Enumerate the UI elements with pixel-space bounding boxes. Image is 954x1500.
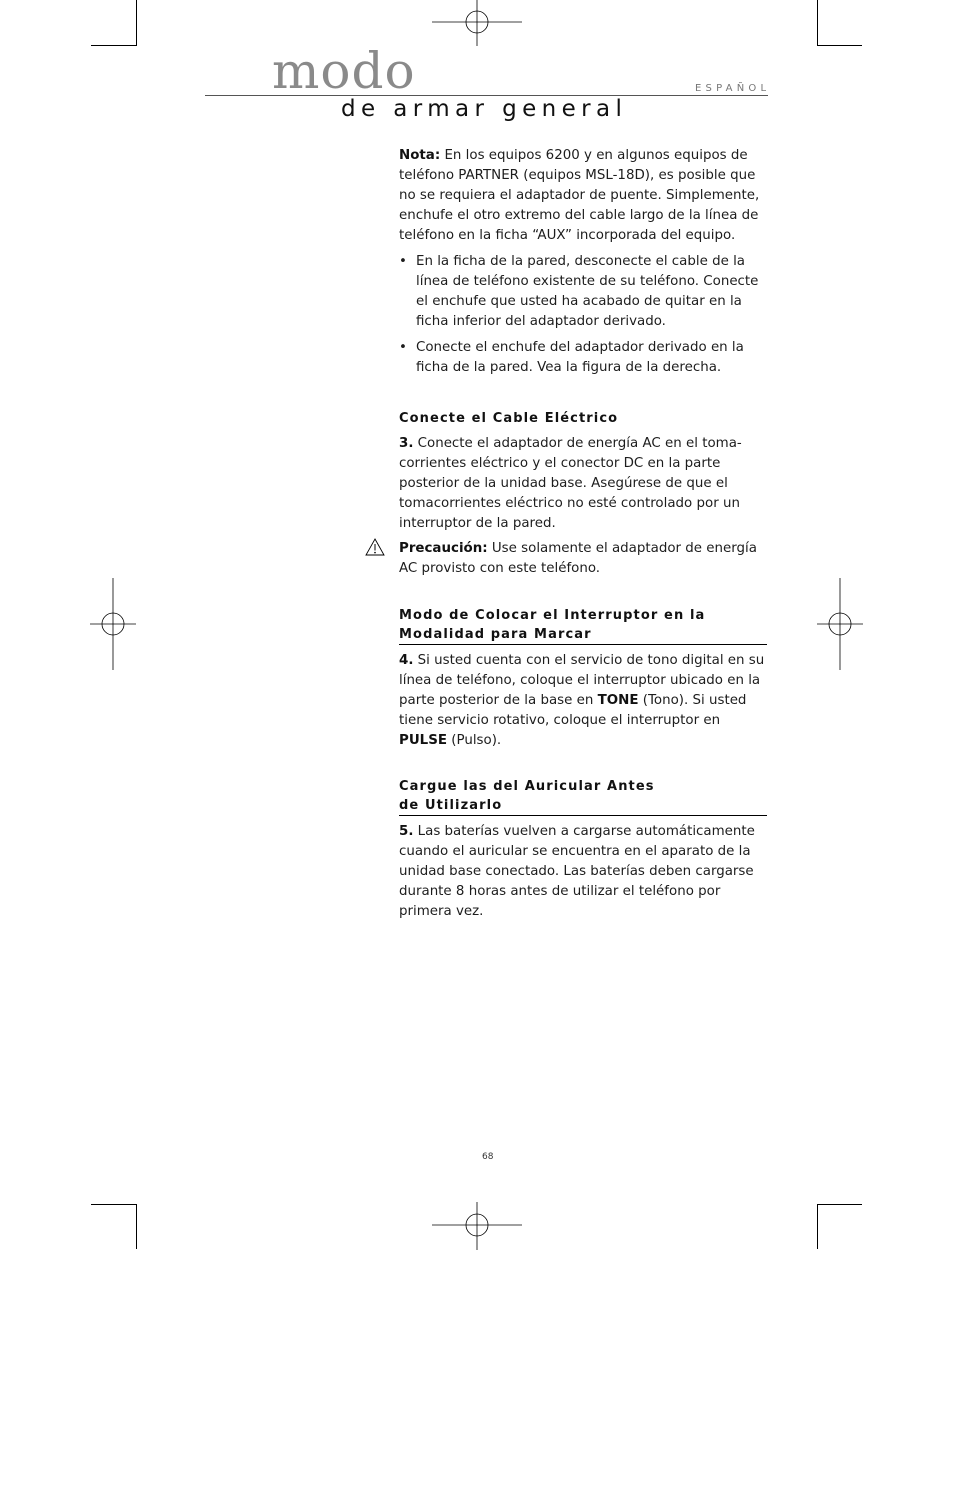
- list-item: • En la ficha de la pared, desconecte el cable de la línea de teléfono existente de su teléfono. Conecte el enchufe que usted ha acabado de quitar en la ficha inferior del adaptador derivado.: [399, 252, 769, 332]
- section-heading-line: Modalidad para Marcar: [399, 627, 592, 642]
- step-text: Si usted cuenta con el servicio de tono digital en su línea de teléfono, coloque el interruptor ubicado en la parte posterior de la base en: [399, 653, 765, 708]
- step-4-paragraph: [399, 651, 769, 751]
- step-text: (Tono). Si usted tiene servicio rotativo, coloque el interruptor en: [399, 693, 747, 728]
- list-item: • Conecte el enchufe del adaptador derivado en la ficha de la pared. Vea la figura de la derecha.: [399, 338, 769, 378]
- tone-label: TONE: [597, 693, 639, 708]
- step-number: 3.: [399, 436, 414, 451]
- section-heading-line: Cargue las del Auricular Antes: [399, 779, 655, 794]
- page-title-main: modo: [272, 42, 416, 100]
- section-heading-line: Modo de Colocar el Interruptor en la: [399, 608, 706, 623]
- bullet-list: [399, 252, 769, 378]
- registration-mark-right-icon: [817, 578, 865, 670]
- content-column: [399, 146, 769, 922]
- section-heading-switch: [399, 606, 767, 645]
- step-3-paragraph: [399, 434, 769, 534]
- step-5-paragraph: [399, 822, 769, 922]
- caution-paragraph: [399, 539, 769, 579]
- step-text: Las baterías vuelven a cargarse automáticamente cuando el auricular se encuentra en el aparato de la unidad base conectado. Las baterías deben cargarse durante 8 horas antes de utilizar el teléfono por primera vez.: [399, 824, 755, 919]
- step-text: (Pulso).: [447, 733, 502, 748]
- section-heading-power: Conecte el Cable Eléctrico: [399, 411, 619, 426]
- section-heading-line: de Utilizarlo: [399, 798, 503, 813]
- note-label: Nota:: [399, 148, 441, 163]
- page-title-sub: de armar general: [341, 96, 628, 122]
- registration-mark-bottom-icon: [430, 1202, 524, 1250]
- step-text: Conecte el adaptador de energía AC en el toma-corrientes eléctrico y el conector DC en la parte posterior de la unidad base. Asegúrese de que el tomacorrientes eléctrico no esté controlado por un interruptor de la pared.: [399, 436, 742, 531]
- step-number: 5.: [399, 824, 414, 839]
- caution-label: Precaución:: [399, 541, 488, 556]
- warning-triangle-icon: [365, 538, 385, 556]
- note-text: En los equipos 6200 y en algunos equipos de teléfono PARTNER (equipos MSL-18D), es posible que no se requiera el adaptador de puente. Simplemente, enchufe el otro extremo del cable largo de la línea de teléfono en la ficha “AUX” incorporada del equipo.: [399, 148, 760, 243]
- registration-mark-left-icon: [90, 578, 138, 670]
- section-heading-charge: [399, 777, 767, 816]
- note-paragraph: [399, 146, 769, 246]
- pulse-label: PULSE: [399, 733, 448, 748]
- caution-text: Use solamente el adaptador de energía AC provisto con este teléfono.: [399, 541, 757, 576]
- step-number: 4.: [399, 653, 414, 668]
- page-number: 68: [482, 1152, 494, 1162]
- language-label: ESPAÑOL: [695, 83, 771, 94]
- registration-mark-top-icon: [430, 0, 524, 46]
